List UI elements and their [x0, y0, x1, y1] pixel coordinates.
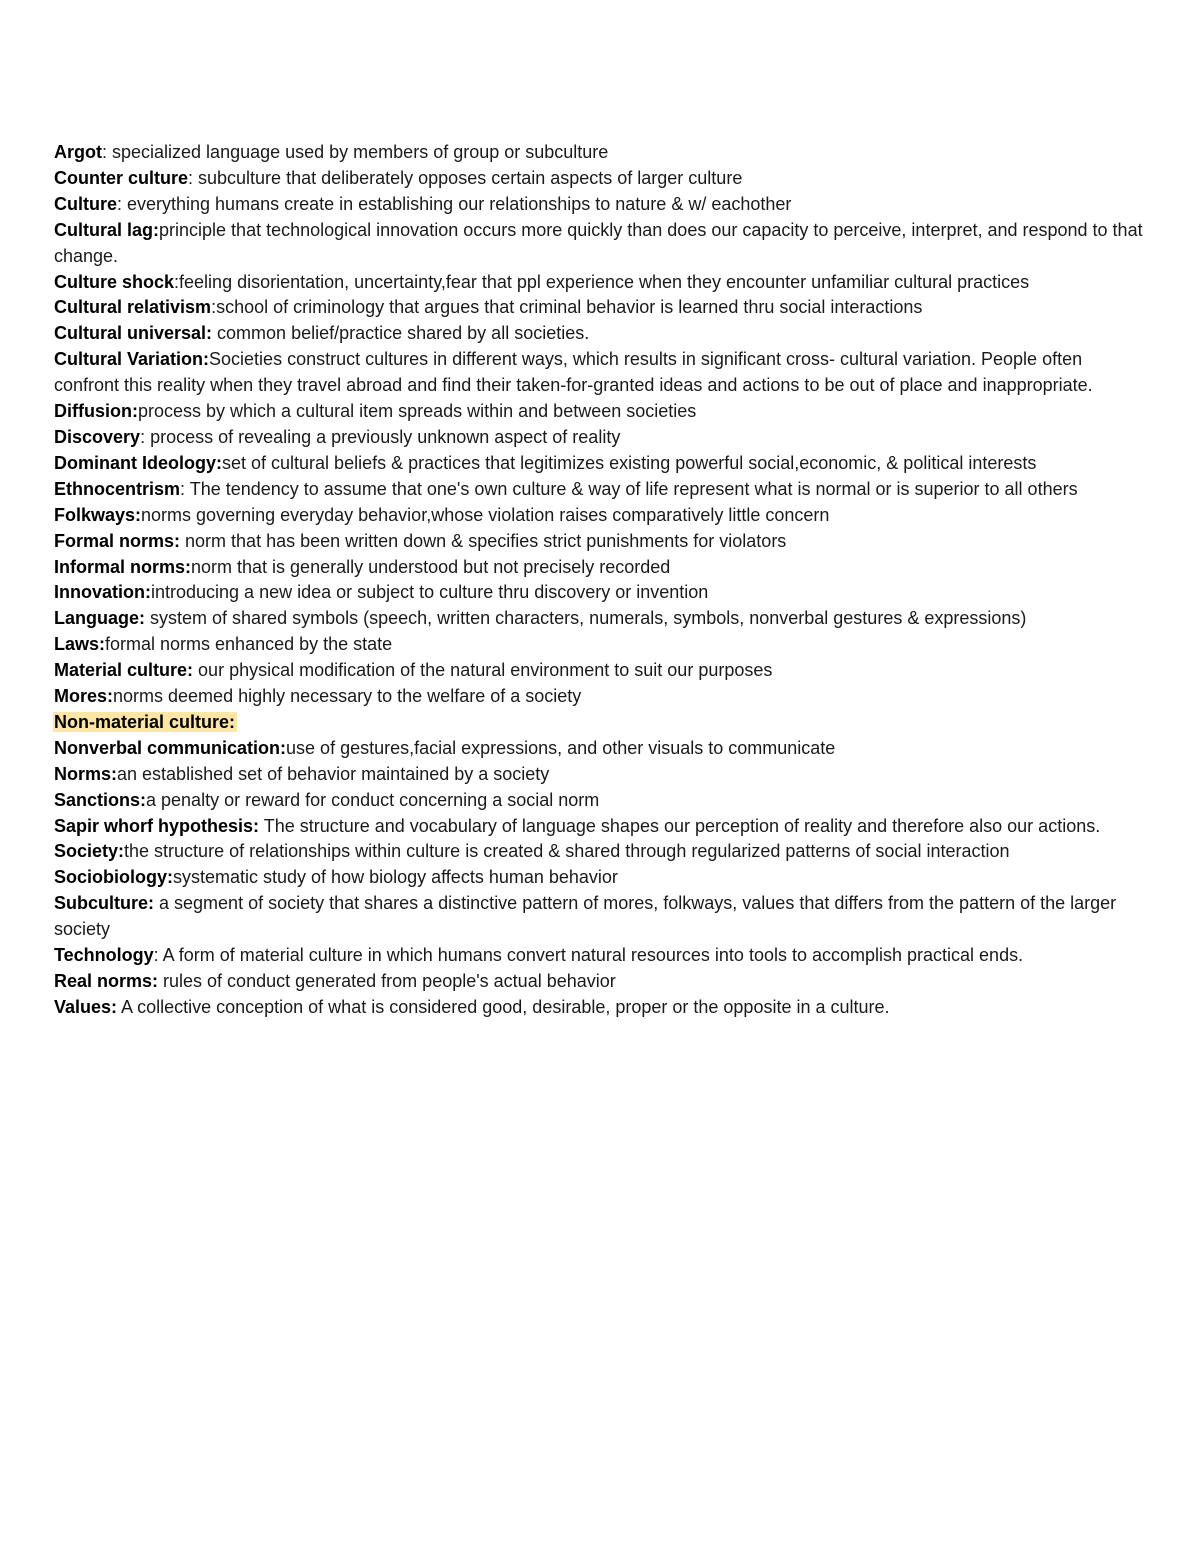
glossary-term: Argot [54, 142, 102, 162]
glossary-term: Diffusion: [54, 401, 138, 422]
glossary-definition: A collective conception of what is considered good, desirable, proper or the opposite in a culture. [117, 996, 890, 1017]
glossary-entry [54, 814, 1146, 840]
glossary-definition: a segment of society that shares a distinctive pattern of mores, folkways, values that differs from the pattern of the larger society [54, 893, 1117, 940]
glossary-definition: norm that is generally understood but not precisely recorded [191, 556, 671, 577]
glossary-entry [54, 762, 1146, 788]
glossary-definition: : The tendency to assume that one's own culture & way of life represent what is normal or is superior to all others [180, 478, 1078, 499]
glossary-entry [54, 684, 1146, 710]
glossary-term: Norms: [54, 763, 118, 784]
glossary-entry [54, 865, 1146, 891]
glossary-entry [54, 632, 1146, 658]
glossary-definition: the structure of relationships within culture is created & shared through regularized patterns of social interaction [124, 841, 1010, 862]
glossary-entry [54, 943, 1146, 969]
glossary-term: Sanctions: [54, 789, 147, 810]
glossary-definition: norms deemed highly necessary to the welfare of a society [113, 686, 582, 707]
glossary-definition: set of cultural beliefs & practices that legitimizes existing powerful social,economic, & political interests [222, 452, 1037, 473]
glossary-term: Sociobiology: [54, 867, 173, 888]
glossary-term: Laws: [54, 634, 106, 655]
glossary-term: Folkways: [54, 504, 142, 525]
glossary-definition: use of gestures,facial expressions, and other visuals to communicate [286, 737, 836, 758]
glossary-definition: : process of revealing a previously unknown aspect of reality [140, 426, 621, 447]
glossary-definition: : subculture that deliberately opposes certain aspects of larger culture [188, 167, 743, 188]
glossary-term: Subculture: [54, 893, 155, 914]
glossary-entry [54, 839, 1146, 865]
glossary-entry [54, 166, 1146, 192]
glossary-definition: our physical modification of the natural environment to suit our purposes [193, 660, 773, 681]
glossary-term: Discovery [54, 426, 141, 447]
glossary-entry [54, 295, 1146, 321]
glossary-term: Society: [54, 841, 125, 862]
glossary-term: Sapir whorf hypothesis: [54, 815, 260, 836]
glossary-entry [54, 347, 1146, 399]
glossary-entry [54, 140, 1146, 166]
highlighted-term: Non-material culture: [54, 711, 236, 732]
glossary-entry [54, 270, 1146, 296]
glossary-definition: rules of conduct generated from people's actual behavior [158, 971, 616, 991]
glossary-term: Innovation: [54, 582, 151, 603]
glossary-term: Material culture: [54, 660, 194, 681]
glossary-term: Mores: [54, 686, 114, 707]
glossary-definition: :school of criminology that argues that criminal behavior is learned thru social interactions [211, 297, 923, 318]
glossary-term: Informal norms: [54, 556, 192, 577]
glossary-entry [54, 580, 1146, 606]
glossary-entry-highlighted [54, 710, 1146, 736]
glossary-term: Formal norms: [54, 530, 181, 551]
glossary-term: Real norms: [54, 971, 159, 991]
glossary-definition: principle that technological innovation occurs more quickly than does our capacity to perceive, interpret, and respond to that change. [54, 219, 1143, 266]
glossary-definition: :feeling disorientation, uncertainty,fear that ppl experience when they encounter unfamiliar cultural practices [174, 271, 1030, 292]
glossary-definition: : everything humans create in establishing our relationships to nature & w/ eachother [117, 193, 792, 214]
glossary-entry [54, 425, 1146, 451]
glossary-definition: an established set of behavior maintained by a society [117, 763, 550, 784]
glossary-entry [54, 529, 1146, 555]
glossary-definition: : A form of material culture in which humans convert natural resources into tools to accomplish practical ends. [153, 945, 1024, 966]
glossary-definition: Societies construct cultures in different ways, which results in significant cross- cultural variation. People often confront this reality when they travel abroad and find their taken-for-granted ideas and actions to be out of place and inappropriate. [54, 349, 1093, 396]
glossary-entry [54, 969, 1146, 995]
glossary-entry [54, 891, 1146, 943]
glossary-definition: norms governing everyday behavior,whose violation raises comparatively little concern [141, 504, 830, 525]
glossary-definition: introducing a new idea or subject to culture thru discovery or invention [151, 582, 709, 603]
glossary-entry [54, 321, 1146, 347]
glossary-entry [54, 995, 1146, 1021]
glossary-definition: formal norms enhanced by the state [105, 634, 393, 655]
glossary-term: Cultural universal: [54, 323, 213, 344]
glossary-term: Counter culture [54, 167, 189, 188]
glossary-entry [54, 658, 1146, 684]
glossary-entry [54, 218, 1146, 270]
glossary-term: Nonverbal communication: [54, 737, 287, 758]
glossary-term: Language: [54, 608, 146, 629]
glossary-definition: process by which a cultural item spreads within and between societies [137, 401, 697, 422]
glossary-definition: The structure and vocabulary of language shapes our perception of reality and therefore also our actions. [259, 815, 1101, 836]
glossary-entry [54, 606, 1146, 632]
glossary-entry [54, 503, 1146, 529]
glossary-term: Values: [54, 996, 118, 1017]
glossary-term: Technology [54, 945, 154, 966]
glossary-term: Cultural relativism [54, 297, 212, 318]
glossary-term: Dominant Ideology: [54, 452, 222, 473]
glossary-entry [54, 192, 1146, 218]
glossary-entry [54, 555, 1146, 581]
glossary-term: Cultural Variation: [54, 349, 210, 370]
glossary-definition: common belief/practice shared by all societies. [212, 323, 590, 344]
glossary-term: Ethnocentrism [54, 478, 181, 499]
glossary-definition: norm that has been written down & specifies strict punishments for violators [180, 530, 787, 551]
glossary-definition: a penalty or reward for conduct concerning a social norm [146, 789, 600, 810]
glossary-entry [54, 451, 1146, 477]
glossary-term: Culture shock [54, 271, 175, 292]
glossary-definition: : specialized language used by members of group or subculture [102, 142, 609, 162]
glossary-entry [54, 788, 1146, 814]
glossary-entry [54, 736, 1146, 762]
glossary-entry [54, 477, 1146, 503]
glossary-entry [54, 399, 1146, 425]
glossary-document [54, 140, 1146, 1021]
glossary-definition: system of shared symbols (speech, written characters, numerals, symbols, nonverbal gestures & expressions) [145, 608, 1027, 629]
glossary-term: Culture [54, 193, 117, 214]
glossary-term: Cultural lag: [54, 219, 160, 240]
glossary-definition: systematic study of how biology affects human behavior [173, 867, 618, 888]
